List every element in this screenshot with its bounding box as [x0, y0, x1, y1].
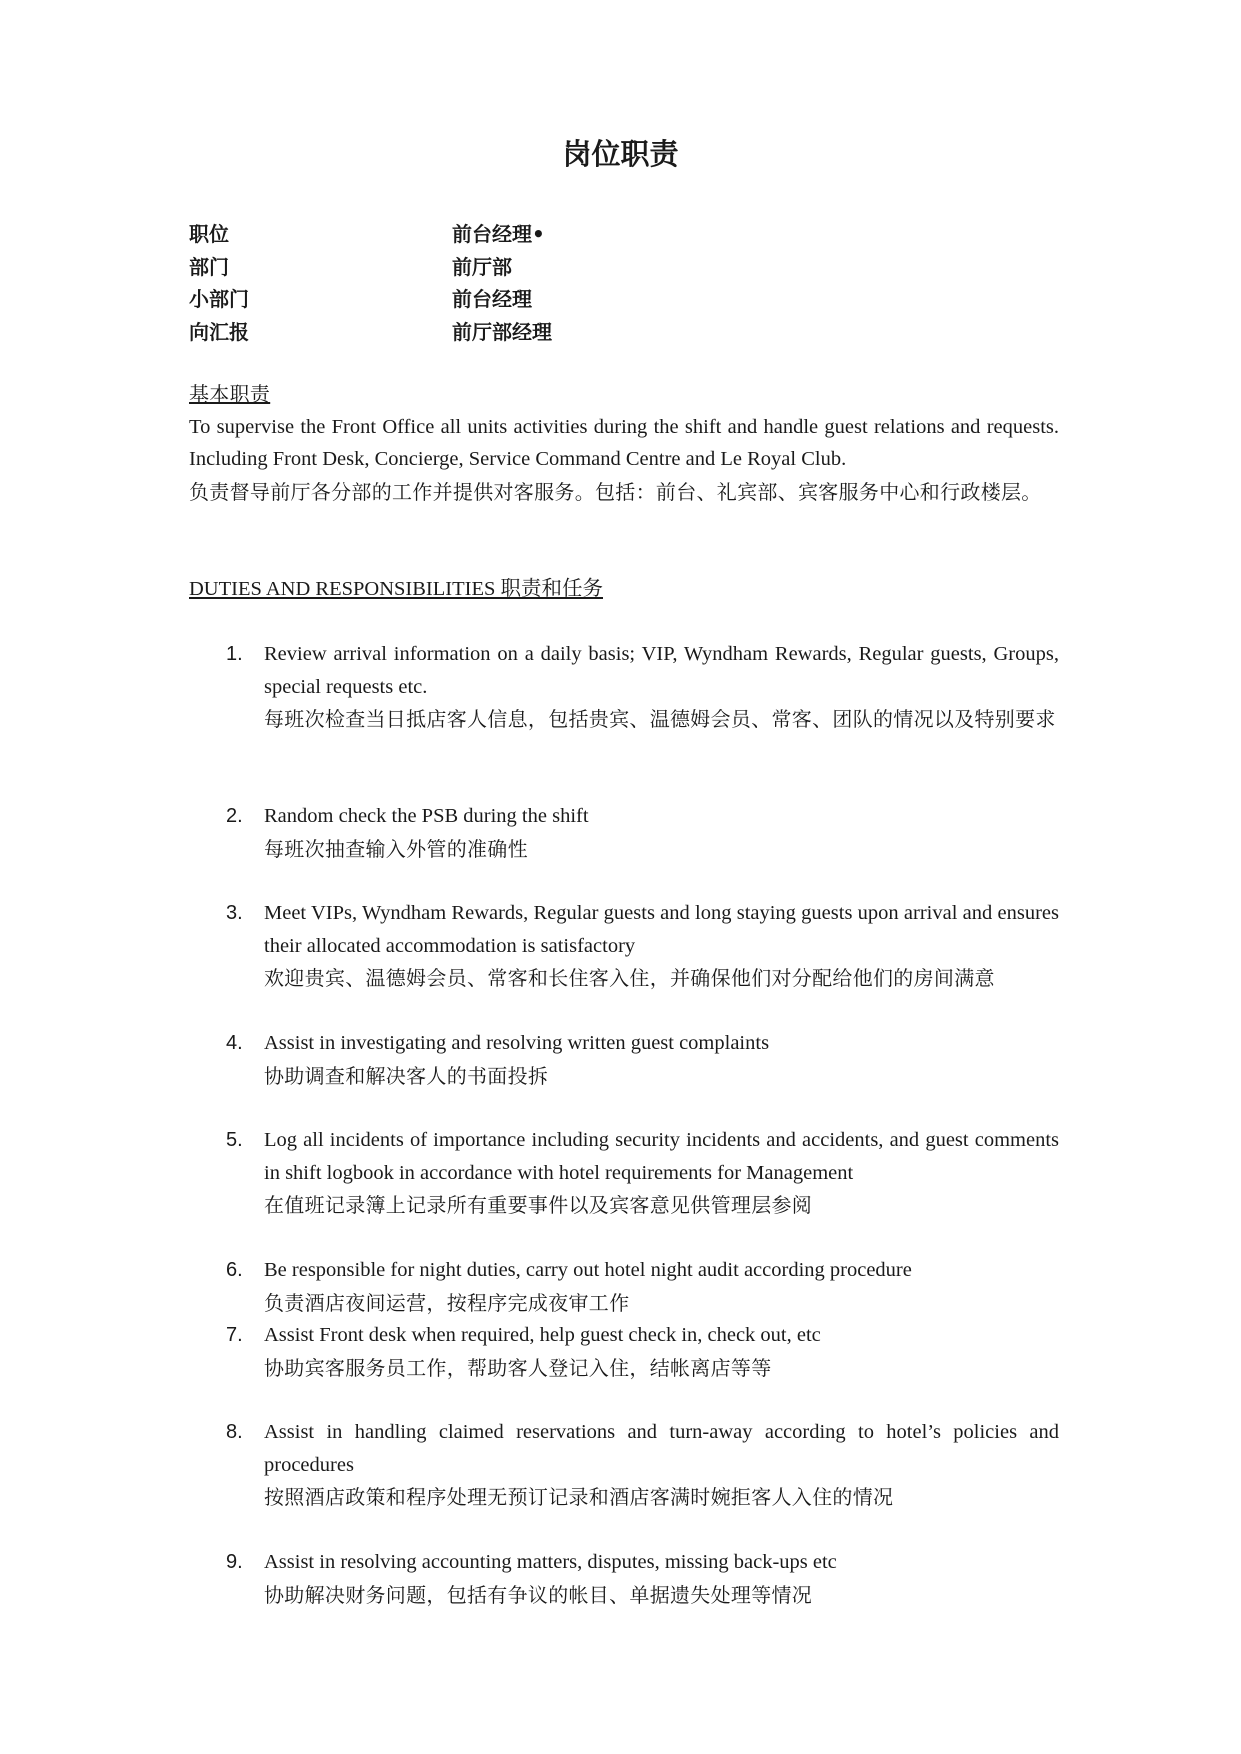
duty-text-cn: 在值班记录簿上记录所有重要事件以及宾客意见供管理层参阅	[264, 1193, 813, 1217]
info-label: 小部门	[189, 287, 249, 311]
info-row-sub-department	[189, 283, 552, 316]
duty-item	[226, 800, 1059, 865]
duty-number: 2.	[226, 805, 243, 827]
duty-text-cn: 每班次检查当日抵店客人信息，包括贵宾、温德姆会员、常客、团队的情况以及特别要求	[264, 707, 1056, 731]
duty-text-en: Assist in handling claimed reservations and turn-away according to hotel’s policies and procedures	[264, 1421, 1059, 1476]
duties-heading: DUTIES AND RESPONSIBILITIES 职责和任务	[189, 578, 603, 600]
info-label: 部门	[189, 254, 229, 279]
duty-text-en: Meet VIPs, Wyndham Rewards, Regular guests and long staying guests upon arrival and ensures their allocated accommodation is satisfactory	[264, 902, 1059, 957]
duty-item	[226, 1124, 1059, 1222]
duty-number: 9.	[226, 1551, 243, 1573]
duty-item	[226, 1416, 1059, 1514]
duty-text-cn: 协助解决财务问题，包括有争议的帐目、单据遗失处理等情况	[264, 1582, 813, 1607]
info-label: 职位	[189, 222, 229, 246]
duty-text-en: Assist Front desk when required, help guest check in, check out, etc	[264, 1324, 821, 1346]
duty-text-en: Be responsible for night duties, carry out hotel night audit according procedure	[264, 1259, 912, 1281]
duty-number: 4.	[226, 1032, 243, 1054]
duty-number: 7.	[226, 1324, 243, 1346]
duty-number: 1.	[226, 643, 243, 665]
duty-item	[226, 1546, 1059, 1611]
duty-text-en: Random check the PSB during the shift	[264, 805, 589, 827]
basic-heading: 基本职责	[189, 382, 271, 406]
basic-text-en: To supervise the Front Office all units activities during the shift and handle guest relations and requests. Including Front Desk, Concierge, Service Command Centre and Le Royal Club.	[189, 415, 1059, 470]
duty-item	[226, 638, 1059, 736]
duty-text-en: Log all incidents of importance including security incidents and accidents, and guest comments in shift logbook in accordance with hotel requirements for Management	[264, 1129, 1059, 1184]
info-row-department	[189, 251, 552, 284]
info-label: 向汇报	[189, 319, 249, 344]
duty-item	[226, 1254, 1059, 1319]
duty-text-cn: 每班次抽查输入外管的准确性	[264, 836, 528, 861]
duty-text-en: Assist in resolving accounting matters, disputes, missing back-ups etc	[264, 1551, 837, 1573]
duty-text-en: Assist in investigating and resolving written guest complaints	[264, 1032, 770, 1054]
duty-item	[226, 897, 1059, 995]
duty-number: 8.	[226, 1421, 243, 1443]
info-value: 前厅部	[452, 254, 512, 279]
page-title: 岗位职责	[562, 137, 679, 171]
duty-text-cn: 欢迎贵宾、温德姆会员、常客和长住客入住，并确保他们对分配给他们的房间满意	[264, 966, 995, 990]
info-row-reports-to	[189, 316, 552, 349]
duty-number: 6.	[226, 1259, 243, 1281]
duty-text-cn: 协助调查和解决客人的书面投拆	[264, 1063, 549, 1088]
info-row-position	[189, 218, 552, 251]
duty-text-en: Review arrival information on a daily basis; VIP, Wyndham Rewards, Regular guests, Groups, special requests etc.	[264, 643, 1059, 698]
duty-number: 5.	[226, 1129, 243, 1151]
info-value: 前台经理•	[452, 222, 545, 246]
duty-text-cn: 按照酒店政策和程序处理无预订记录和酒店客满时婉拒客人入住的情况	[264, 1485, 894, 1509]
duty-text-cn: 协助宾客服务员工作，帮助客人登记入住，结帐离店等等	[264, 1355, 772, 1380]
info-value: 前厅部经理	[452, 319, 552, 344]
job-info-table	[189, 218, 552, 348]
duty-item	[226, 1319, 1059, 1384]
basic-responsibilities	[189, 378, 1059, 508]
info-value: 前台经理	[452, 287, 532, 311]
duty-text-cn: 负责酒店夜间运营，按程序完成夜审工作	[264, 1290, 630, 1315]
basic-text-cn: 负责督导前厅各分部的工作并提供对客服务。包括：前台、礼宾部、宾客服务中心和行政楼层。	[189, 479, 1042, 504]
duty-number: 3.	[226, 902, 243, 924]
duty-item	[226, 1027, 1059, 1092]
